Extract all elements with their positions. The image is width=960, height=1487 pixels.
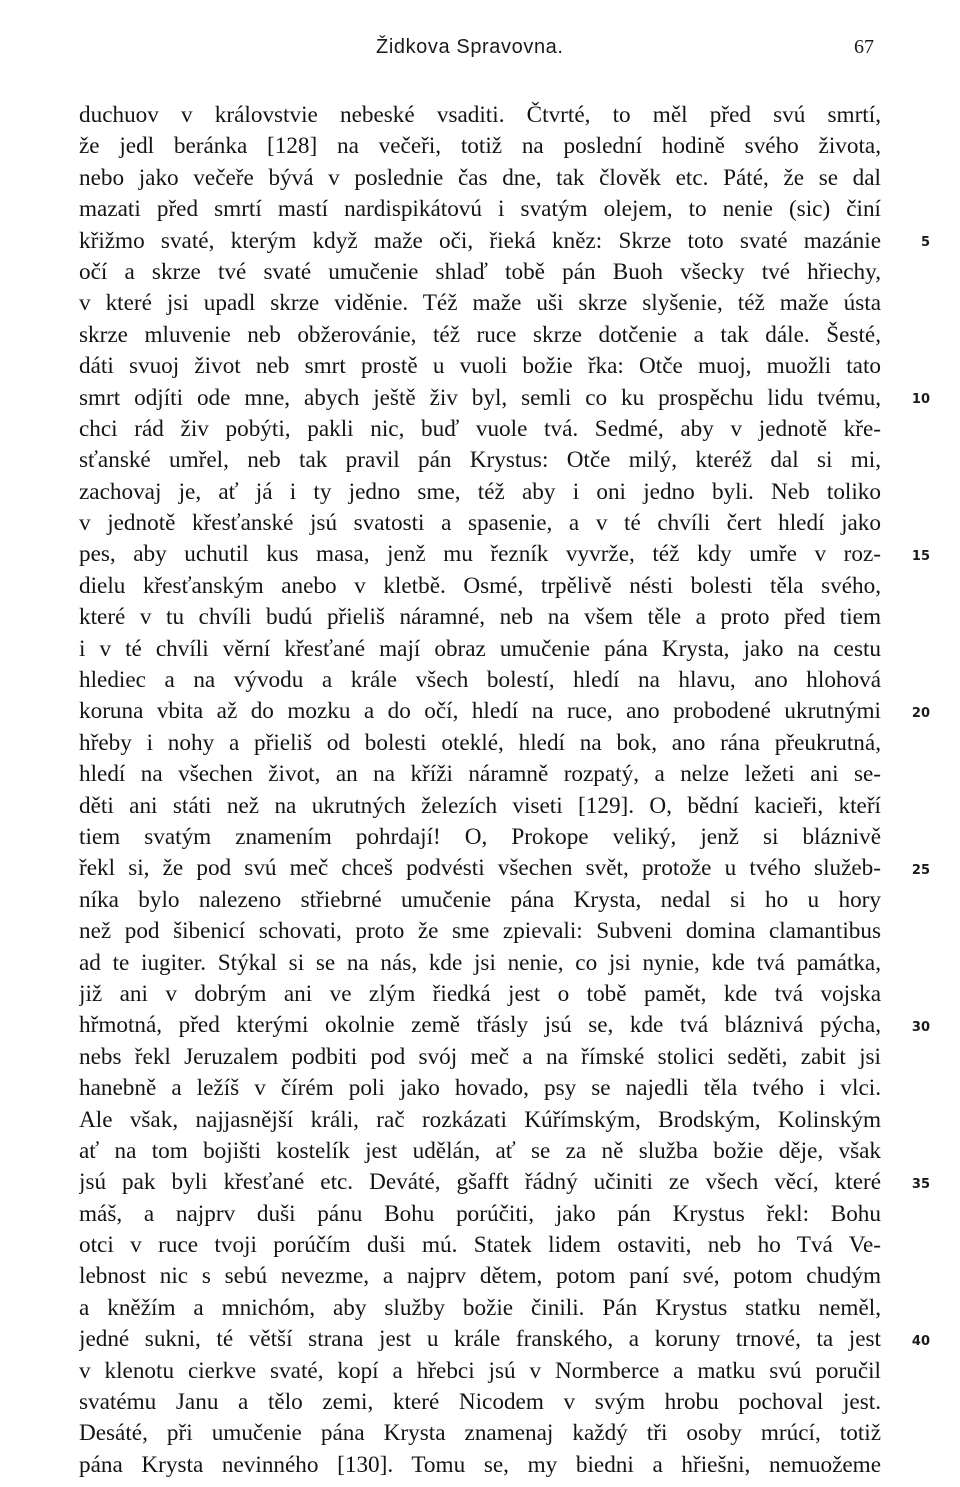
text-line: hledí na všechen život, an na kříži náramně rozpatý, a nelze ležeti ani se- <box>79 761 881 788</box>
margin-line-number: 30 <box>911 1020 930 1035</box>
text-line: skrze mluvenie neb obžerovánie, též ruce skrze dotčenie a tak dále. Šesté, <box>79 321 881 348</box>
text-line: očí a skrze tvé svaté umučenie shlaď tobě pán Buoh všecky tvé hřiechy, <box>79 258 881 285</box>
body-text <box>79 100 881 1481</box>
text-line: a kněžím a mnichóm, aby služby božie činili. Pán Krystus statku neměl, <box>79 1294 881 1321</box>
page-number: 67 <box>854 36 874 58</box>
text-line: že jedl beránka [128] na večeři, totiž na poslední hodině svého života, <box>79 133 881 160</box>
margin-line-number: 35 <box>911 1177 930 1192</box>
text-line: smrt odjíti ode mne, abych ještě živ byl, semli co ku prospěchu lidu tvému, <box>79 384 881 411</box>
text-line: jsú pak byli křesťané etc. Deváté, gšafft řádný učiniti ze všech věcí, které <box>79 1169 881 1196</box>
text-line: hlediec a na vývodu a krále všech bolestí, hledí na hlavu, ano hlohová <box>79 667 881 694</box>
text-line: svatému Janu a tělo zemi, které Nicodem v svým hrobu pochoval jest. <box>79 1389 881 1416</box>
margin-line-number: 10 <box>911 392 930 407</box>
margin-line-number: 25 <box>911 863 930 878</box>
text-line: chci rád živ pobýti, pakli nic, buď vuole tvá. Sedmé, aby v jednotě kře- <box>79 415 881 442</box>
text-line: otci v ruce tvoji porúčím duši mú. Statek lidem ostaviti, neb ho Tvá Ve- <box>79 1232 881 1259</box>
text-line: hřmotná, před kterými okolnie země třásly jsú se, kde tvá bláznivá pýcha, <box>79 1012 881 1039</box>
text-line: které v tu chvíli budú přieliš náramné, neb na všem těle a proto před tiem <box>79 604 881 631</box>
text-line: v klenotu cierkve svaté, kopí a hřebci jsú v Normberce a matku svú poručil <box>79 1357 881 1384</box>
text-line: sťanské umřel, neb tak pravil pán Krystus: Otče milý, kteréž dal si mi, <box>79 447 881 474</box>
text-line: pána Krysta nevinného [130]. Tomu se, my biedni a hřiešni, nemuožeme <box>79 1451 881 1478</box>
text-line: již ani v dobrým ani ve zlým řiedká jest o tobě pamět, kde tvá vojska <box>79 980 881 1007</box>
margin-line-number: 15 <box>911 549 930 564</box>
text-line: zachovaj je, ať já i ty jedno sme, též aby i oni jedno byli. Neb toliko <box>79 478 881 505</box>
margin-line-number: 40 <box>911 1334 930 1349</box>
margin-line-number: 20 <box>911 706 930 721</box>
text-line: děti ani státi než na ukrutných železích viseti [129]. O, bědní kacieři, kteří <box>79 792 881 819</box>
text-line: než pod šibenicí schovati, proto že sme zpievali: Subveni domina clamantibus <box>79 918 881 945</box>
text-line: ad te iugiter. Stýkal si se na nás, kde jsi nenie, co jsi nynie, kde tvá památka, <box>79 949 881 976</box>
text-line: tiem svatým znamením pohrdají! O, Prokope veliký, jenž si bláznivě <box>79 823 881 850</box>
text-line: duchuov v královstvie nebeské vsaditi. Čtvrté, to měl před svú smrtí, <box>79 102 881 128</box>
text-line: hřeby i nohy a přieliš od bolesti oteklé, hledí na bok, ano rána přeukrutná, <box>79 729 881 756</box>
text-line: níka bylo nalezeno střiebrné umučenie pána Krysta, nedal si ho u hory <box>79 886 881 913</box>
text-line: jedné sukni, té větší strana jest u krále franského, a koruny trnové, ta jest <box>79 1326 881 1353</box>
text-line: v které jsi upadl skrze viděnie. Též maže uši skrze slyšenie, též maže ústa <box>79 290 881 317</box>
text-line: ať na tom bojišti kostelík jest udělán, ať se za ně služba božie děje, však <box>79 1137 881 1164</box>
text-line: dáti svuoj život neb smrt prostě u vuoli božie řka: Otče muoj, muožli tato <box>79 353 881 380</box>
text-line: lebnost nic s sebú nevezme, a najprv dětem, potom paní své, potom chudým <box>79 1263 881 1290</box>
text-line: nebs řekl Jeruzalem podbiti pod svój meč a na římské stolici seděti, zabit jsi <box>79 1043 881 1070</box>
text-line: mazati před smrtí mastí nardispikátovú i svatým olejem, to nenie (sic) činí <box>79 196 881 223</box>
text-line: Desáté, při umučenie pána Krysta znamenaj každý tři osoby mrúcí, totiž <box>79 1420 881 1447</box>
text-line: křižmo svaté, kterým když maže oči, řieká kněz: Skrze toto svaté mazánie <box>79 227 881 254</box>
text-line: v jednotě křesťanské jsú svatosti a spasenie, a v té chvíli čert hledí jako <box>79 510 881 537</box>
running-header-title: Židkova Spravovna. <box>376 36 564 58</box>
text-line: koruna vbita až do mozku a do očí, hledí na ruce, ano probodené ukrutnými <box>79 698 881 725</box>
margin-line-number: 5 <box>920 235 930 250</box>
text-line: pes, aby uchutil kus masa, jenž mu řezník vyvrže, též kdy umře v roz- <box>79 541 881 568</box>
text-line: i v té chvíli věrní křesťané mají obraz umučenie pána Krysta, jako na cestu <box>79 635 881 662</box>
text-line: Ale však, najjasnější králi, rač rozkázati Kúřímským, Brodským, Kolinským <box>79 1106 881 1133</box>
text-line: řekl si, že pod svú meč chceš podvésti všechen svět, protože u tvého služeb- <box>79 855 881 882</box>
text-line: máš, a najprv duši pánu Bohu porúčiti, jako pán Krystus řekl: Bohu <box>79 1200 881 1227</box>
text-line: hanebně a ležíš v čírém poli jako hovado, psy se najedli těla tvého i vlci. <box>79 1075 881 1102</box>
text-line: dielu křesťanským anebo v kletbě. Osmé, trpělivě nésti bolesti těla svého, <box>79 572 881 599</box>
text-line: nebo jako večeře bývá v poslednie čas dne, tak člověk etc. Páté, že se dal <box>79 164 881 191</box>
